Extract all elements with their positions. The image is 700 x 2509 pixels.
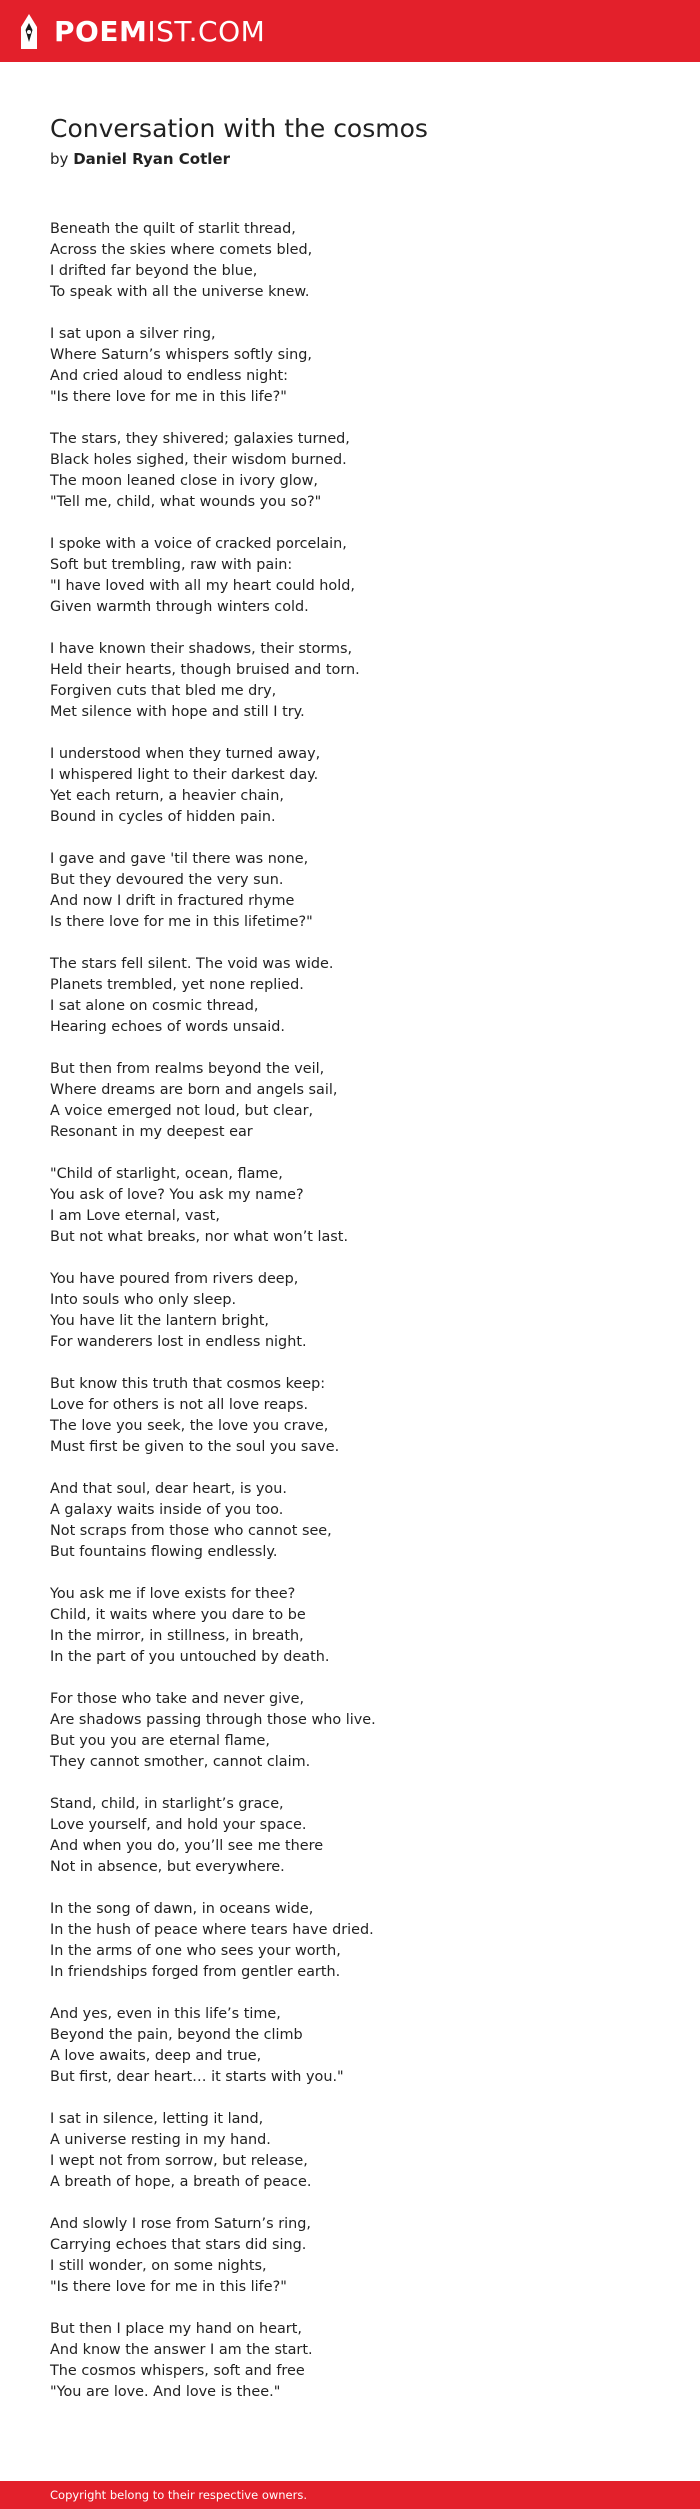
- poem-stanza: [50, 2109, 670, 2193]
- poem-line: But they devoured the very sun.: [50, 872, 284, 888]
- poem-line: I sat alone on cosmic thread,: [50, 998, 259, 1014]
- poem-stanza: [50, 1164, 670, 1248]
- poem-line: Are shadows passing through those who live.: [50, 1712, 376, 1728]
- copyright-text: Copyright belong to their respective owners.: [50, 2488, 308, 2502]
- poem-line: Planets trembled, yet none replied.: [50, 977, 304, 993]
- poem-line: But know this truth that cosmos keep:: [50, 1376, 326, 1392]
- poem-line: And that soul, dear heart, is you.: [50, 1481, 287, 1497]
- poem-line: The stars fell silent. The void was wide.: [50, 956, 334, 972]
- poem-line: You ask of love? You ask my name?: [50, 1187, 304, 1203]
- poem-line: Not in absence, but everywhere.: [50, 1859, 285, 1875]
- poem-line: They cannot smother, cannot claim.: [50, 1754, 311, 1770]
- poem-line: I wept not from sorrow, but release,: [50, 2153, 308, 2169]
- byline: [50, 148, 230, 170]
- poem-stanza: [50, 2214, 670, 2298]
- poem-line: In the part of you untouched by death.: [50, 1649, 330, 1665]
- site-footer: [0, 2481, 700, 2509]
- poem-line: And when you do, you’ll see me there: [50, 1838, 324, 1854]
- poem-stanza: [50, 1059, 670, 1143]
- poem-line: "Is there love for me in this life?": [50, 389, 287, 405]
- poem-line: The stars, they shivered; galaxies turned,: [50, 431, 350, 447]
- poem-line: To speak with all the universe knew.: [50, 284, 310, 300]
- poem-line: But then I place my hand on heart,: [50, 2321, 302, 2337]
- poem-line: Beneath the quilt of starlit thread,: [50, 221, 296, 237]
- poem-line: But you you are eternal flame,: [50, 1733, 270, 1749]
- poem-line: Child, it waits where you dare to be: [50, 1607, 306, 1623]
- poem-stanza: [50, 1584, 670, 1668]
- poem-title: Conversation with the cosmos: [50, 114, 428, 143]
- poem-line: In the arms of one who sees your worth,: [50, 1943, 341, 1959]
- poem-line: Love for others is not all love reaps.: [50, 1397, 309, 1413]
- poem-line: I drifted far beyond the blue,: [50, 263, 258, 279]
- poem-line: Bound in cycles of hidden pain.: [50, 809, 276, 825]
- poem-line: You have poured from rivers deep,: [50, 1271, 299, 1287]
- poem-stanza: [50, 1479, 670, 1563]
- poem-line: But then from realms beyond the veil,: [50, 1061, 325, 1077]
- poem-line: I spoke with a voice of cracked porcelain,: [50, 536, 347, 552]
- logo-light-text: IST.COM: [147, 15, 266, 48]
- poem-line: Love yourself, and hold your space.: [50, 1817, 307, 1833]
- poem-line: Where Saturn’s whispers softly sing,: [50, 347, 312, 363]
- poem-line: A breath of hope, a breath of peace.: [50, 2174, 312, 2190]
- poem-line: Into souls who only sleep.: [50, 1292, 237, 1308]
- poem-line: For wanderers lost in endless night.: [50, 1334, 307, 1350]
- poem-line: Stand, child, in starlight’s grace,: [50, 1796, 284, 1812]
- site-header: [0, 0, 700, 62]
- poem-line: But first, dear heart… it starts with you.": [50, 2069, 344, 2085]
- poem-line: "Child of starlight, ocean, flame,: [50, 1166, 283, 1182]
- by-label: by: [50, 150, 69, 168]
- poem-line: A galaxy waits inside of you too.: [50, 1502, 284, 1518]
- poem-line: And know the answer I am the start.: [50, 2342, 313, 2358]
- site-logo-text: [54, 12, 265, 52]
- poem-line: The cosmos whispers, soft and free: [50, 2363, 305, 2379]
- logo-bold-text: POEM: [54, 15, 148, 48]
- poem-line: "You are love. And love is thee.": [50, 2384, 281, 2400]
- poem-stanza: [50, 639, 670, 723]
- poem-line: For those who take and never give,: [50, 1691, 305, 1707]
- poem-line: "Tell me, child, what wounds you so?": [50, 494, 322, 510]
- poem-line: And yes, even in this life’s time,: [50, 2006, 281, 2022]
- poem-line: In the song of dawn, in oceans wide,: [50, 1901, 314, 1917]
- poem-line: Carrying echoes that stars did sing.: [50, 2237, 307, 2253]
- poem-line: I understood when they turned away,: [50, 746, 321, 762]
- poem-line: Black holes sighed, their wisdom burned.: [50, 452, 347, 468]
- poem-stanza: [50, 954, 670, 1038]
- poem-line: And cried aloud to endless night:: [50, 368, 288, 384]
- poem-line: In friendships forged from gentler earth.: [50, 1964, 341, 1980]
- poem-stanza: [50, 1374, 670, 1458]
- poem-line: Beyond the pain, beyond the climb: [50, 2027, 303, 2043]
- poem-line: In the hush of peace where tears have dried.: [50, 1922, 374, 1938]
- poem-line: I still wonder, on some nights,: [50, 2258, 267, 2274]
- poem-line: Forgiven cuts that bled me dry,: [50, 683, 277, 699]
- poem-stanza: [50, 1269, 670, 1353]
- poem-body: [50, 219, 670, 2424]
- poem-line: And slowly I rose from Saturn’s ring,: [50, 2216, 311, 2232]
- poem-stanza: [50, 849, 670, 933]
- poem-line: Yet each return, a heavier chain,: [50, 788, 284, 804]
- poem-stanza: [50, 429, 670, 513]
- poem-line: Soft but trembling, raw with pain:: [50, 557, 293, 573]
- poem-line: The love you seek, the love you crave,: [50, 1418, 329, 1434]
- poem-stanza: [50, 2319, 670, 2403]
- poem-line: I gave and gave 'til there was none,: [50, 851, 309, 867]
- poem-line: Met silence with hope and still I try.: [50, 704, 305, 720]
- poem-line: In the mirror, in stillness, in breath,: [50, 1628, 304, 1644]
- poem-stanza: [50, 1794, 670, 1878]
- poem-line: I whispered light to their darkest day.: [50, 767, 319, 783]
- poem-line: "Is there love for me in this life?": [50, 2279, 287, 2295]
- poem-line: You ask me if love exists for thee?: [50, 1586, 296, 1602]
- poem-line: Given warmth through winters cold.: [50, 599, 309, 615]
- poem-stanza: [50, 324, 670, 408]
- poem-line: I sat in silence, letting it land,: [50, 2111, 264, 2127]
- poem-stanza: [50, 534, 670, 618]
- poem-line: Must first be given to the soul you save.: [50, 1439, 340, 1455]
- poem-line: Not scraps from those who cannot see,: [50, 1523, 332, 1539]
- poem-line: "I have loved with all my heart could hold,: [50, 578, 355, 594]
- poem-line: A voice emerged not loud, but clear,: [50, 1103, 314, 1119]
- poem-line: I am Love eternal, vast,: [50, 1208, 220, 1224]
- poem-stanza: [50, 1899, 670, 1983]
- poem-line: And now I drift in fractured rhyme: [50, 893, 295, 909]
- poem-line: You have lit the lantern bright,: [50, 1313, 269, 1329]
- author-name[interactable]: Daniel Ryan Cotler: [73, 150, 230, 168]
- poem-line: But fountains flowing endlessly.: [50, 1544, 278, 1560]
- poem-line: Resonant in my deepest ear: [50, 1124, 253, 1140]
- poem-line: Held their hearts, though bruised and torn.: [50, 662, 360, 678]
- poem-line: Is there love for me in this lifetime?": [50, 914, 313, 930]
- poem-line: A universe resting in my hand.: [50, 2132, 271, 2148]
- poem-line: But not what breaks, nor what won’t last.: [50, 1229, 349, 1245]
- poem-stanza: [50, 744, 670, 828]
- pen-nib-icon: [18, 13, 40, 51]
- poem-line: Where dreams are born and angels sail,: [50, 1082, 338, 1098]
- poem-line: A love awaits, deep and true,: [50, 2048, 262, 2064]
- site-logo[interactable]: [18, 12, 265, 52]
- poem-line: Across the skies where comets bled,: [50, 242, 313, 258]
- poem-line: The moon leaned close in ivory glow,: [50, 473, 318, 489]
- poem-line: Hearing echoes of words unsaid.: [50, 1019, 286, 1035]
- poem-stanza: [50, 2004, 670, 2088]
- poem-stanza: [50, 1689, 670, 1773]
- poem-line: I have known their shadows, their storms,: [50, 641, 353, 657]
- poem-stanza: [50, 219, 670, 303]
- poem-line: I sat upon a silver ring,: [50, 326, 216, 342]
